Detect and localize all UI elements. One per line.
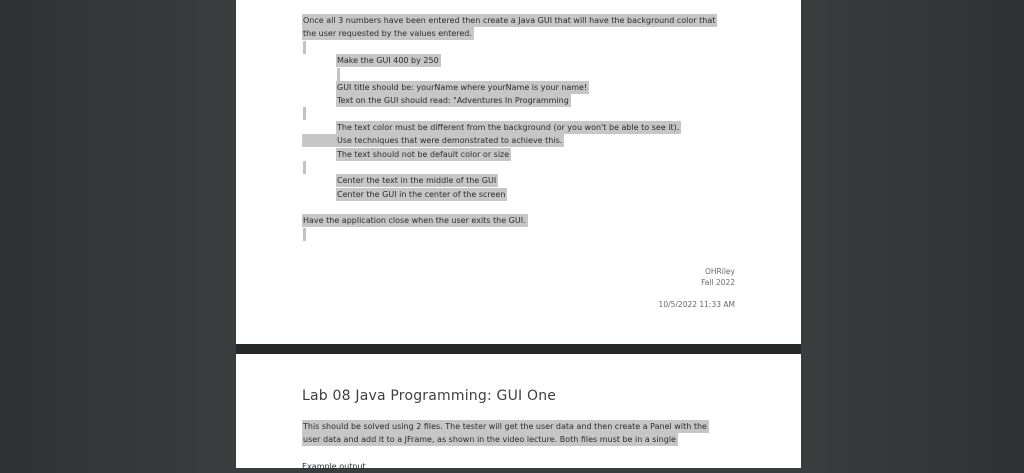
empty-paragraph-mark [303, 41, 306, 54]
page-break [236, 344, 801, 354]
term: Fall 2022 [701, 278, 735, 287]
empty-paragraph-mark [303, 107, 306, 120]
document-page-1[interactable] [236, 0, 801, 344]
para-line: user data and add it to a JFrame, as shown in the video lecture. Both files must be in a single [303, 435, 676, 444]
center-requirement: Center the text in the middle of the GUI [337, 176, 497, 185]
para-line: the user requested by the values entered. [303, 29, 472, 38]
center-requirement: Center the GUI in the center of the screen [337, 190, 506, 199]
para-line: This should be solved using 2 files. The tester will get the user data and then create a Panel with the [303, 422, 707, 431]
empty-paragraph-mark [303, 161, 306, 174]
size-requirement: Make the GUI 400 by 250 [337, 56, 439, 65]
lab-heading: Lab 08 Java Programming: GUI One [302, 388, 557, 404]
document-page-2[interactable] [236, 354, 801, 471]
example-label: Example output [302, 462, 366, 471]
para-line: Once all 3 numbers have been entered then create a Java GUI that will have the background color that [303, 16, 716, 25]
title-requirement: GUI title should be: yourName where yourName is your name! [337, 83, 588, 92]
empty-paragraph-mark [303, 228, 306, 241]
empty-paragraph-mark [337, 68, 340, 81]
author-name: OHRiley [705, 267, 735, 276]
close-requirement: Have the application close when the user exits the GUI. [303, 216, 526, 225]
timestamp: 10/5/2022 11:33 AM [658, 300, 735, 309]
text-requirement: Text on the GUI should read: "Adventures In Programming [337, 96, 569, 105]
color-requirement: The text should not be default color or size [337, 150, 510, 159]
color-requirement: Use techniques that were demonstrated to achieve this. [302, 134, 564, 147]
color-requirement: The text color must be different from the background (or you won't be able to see it). [337, 123, 680, 132]
